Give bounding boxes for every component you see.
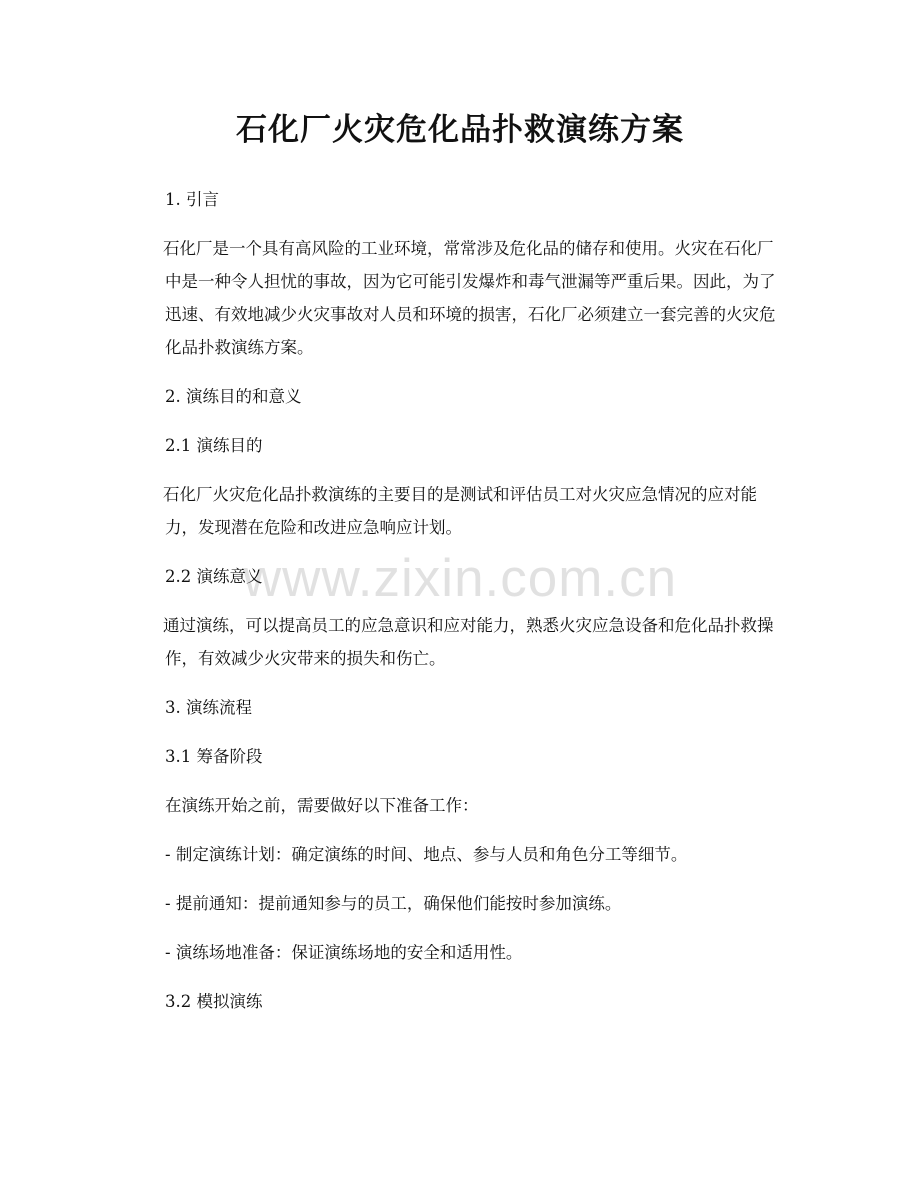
list-item-notice: - 提前通知：提前通知参与的员工，确保他们能按时参加演练。 xyxy=(165,894,622,913)
document-title: 石化厂火灾危化品扑救演练方案 xyxy=(236,112,684,148)
section-heading-process: 3. 演练流程 xyxy=(165,698,252,717)
section-heading-intro: 1. 引言 xyxy=(165,190,219,209)
subsection-heading-goal: 2.1 演练目的 xyxy=(165,436,263,455)
document-body xyxy=(165,183,785,1034)
list-item-venue: - 演练场地准备：保证演练场地的安全和适用性。 xyxy=(165,943,523,962)
subsection-heading-preparation: 3.1 筹备阶段 xyxy=(165,747,263,766)
paragraph-intro: 石化厂是一个具有高风险的工业环境，常常涉及危化品的储存和使用。火灾在石化厂中是一种令人担忧的事故，因为它可能引发爆炸和毒气泄漏等严重后果。因此，为了迅速、有效地减少火灾事故对人员和环境的损害，石化厂必须建立一套完善的火灾危化品扑救演练方案。 xyxy=(163,239,776,357)
list-item-plan: - 制定演练计划：确定演练的时间、地点、参与人员和角色分工等细节。 xyxy=(165,845,688,864)
subsection-heading-simulation: 3.2 模拟演练 xyxy=(165,992,263,1011)
section-heading-purpose: 2. 演练目的和意义 xyxy=(165,387,302,406)
watermark: www.zixin.com.cn xyxy=(242,549,678,608)
subsection-heading-significance: 2.2 演练意义 xyxy=(165,567,263,586)
paragraph-preparation-intro: 在演练开始之前，需要做好以下准备工作： xyxy=(165,796,479,815)
paragraph-goal: 石化厂火灾危化品扑救演练的主要目的是测试和评估员工对火灾应急情况的应对能力，发现潜在危险和改进应急响应计划。 xyxy=(163,485,757,537)
paragraph-significance: 通过演练，可以提高员工的应急意识和应对能力，熟悉火灾应急设备和危化品扑救操作，有效减少火灾带来的损失和伤亡。 xyxy=(163,616,774,668)
